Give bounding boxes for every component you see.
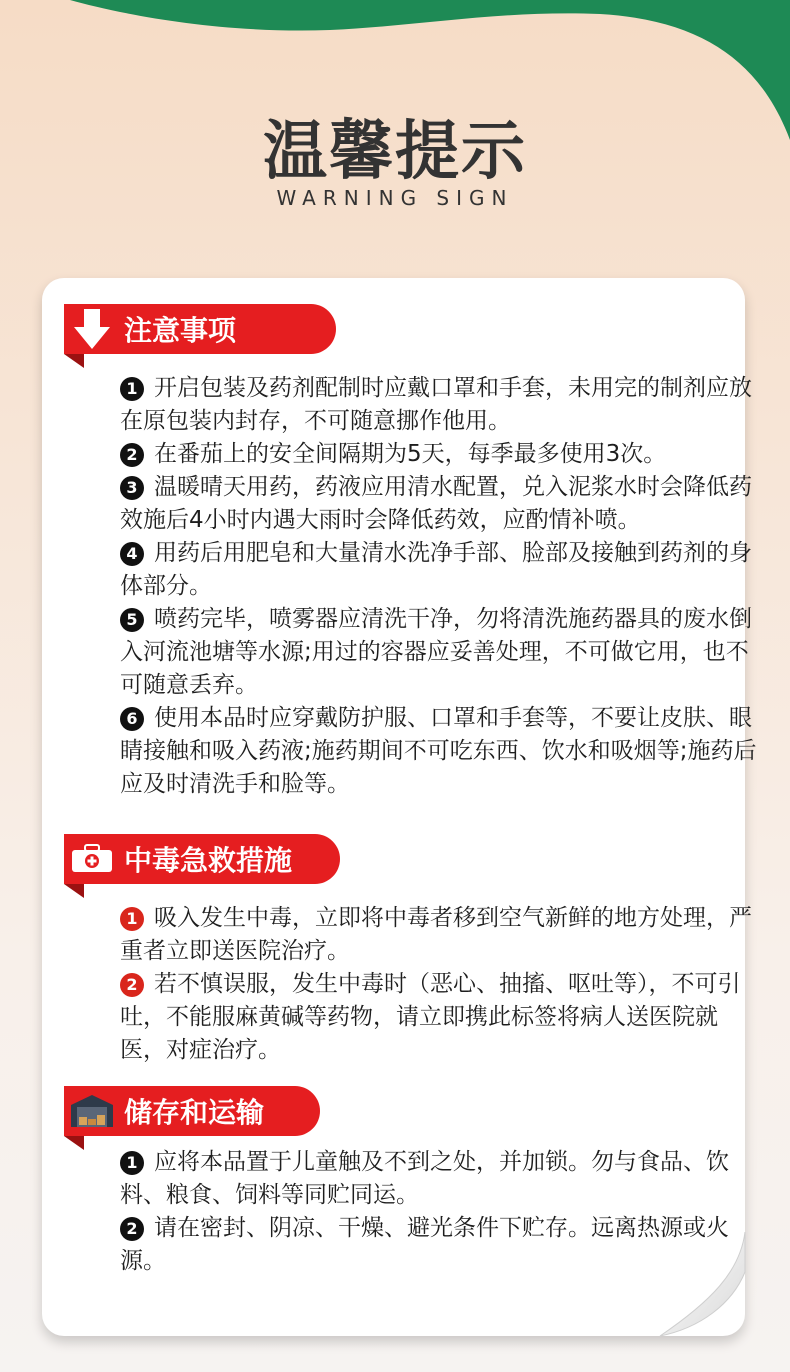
- item-text: 用药后用肥皂和大量清水洗净手部、脸部及接触到药剂的身体部分。: [120, 540, 752, 599]
- item-text: 请在密封、阴凉、干燥、避光条件下贮存。远离热源或火源。: [120, 1215, 729, 1274]
- item-text: 喷药完毕，喷雾器应清洗干净，勿将清洗施药器具的废水倒入河流池塘等水源;用过的容器应妥善处理，不可做它用，也不可随意丢弃。: [120, 606, 752, 698]
- section-list-first-aid: [120, 902, 760, 1067]
- item-number: 2: [120, 973, 144, 997]
- list-item: [120, 968, 760, 1067]
- page-curl: [600, 1232, 750, 1342]
- list-item: [120, 438, 760, 471]
- header-fold: [64, 884, 84, 898]
- item-number: 1: [120, 1151, 144, 1175]
- warehouse-icon: [64, 1086, 120, 1136]
- item-text: 使用本品时应穿戴防护服、口罩和手套等，不要让皮肤、眼睛接触和吸入药液;施药期间不可吃东西、饮水和吸烟等;施药后应及时清洗手和脸等。: [120, 705, 757, 797]
- page-title: 温馨提示: [263, 115, 527, 189]
- item-number: 6: [120, 707, 144, 731]
- section-header-precautions: [64, 304, 336, 354]
- section-header-storage: [64, 1086, 320, 1136]
- item-number: 4: [120, 542, 144, 566]
- section-title: 注意事项: [124, 314, 237, 347]
- header-fold: [64, 354, 84, 368]
- item-number: 2: [120, 443, 144, 467]
- list-item: [120, 1146, 760, 1212]
- item-number: 3: [120, 476, 144, 500]
- item-text: 在番茄上的安全间隔期为5天，每季最多使用3次。: [154, 441, 667, 467]
- info-card: [42, 278, 757, 1336]
- item-text: 温暖晴天用药，药液应用清水配置，兑入泥浆水时会降低药效施后4小时内遇大雨时会降低药效，应酌情补喷。: [120, 474, 752, 533]
- list-item: [120, 372, 760, 438]
- list-item: [120, 702, 760, 801]
- item-number: 1: [120, 377, 144, 401]
- first-aid-kit-icon: [64, 834, 120, 884]
- section-title: 中毒急救措施: [124, 844, 293, 877]
- page-subtitle: WARNING SIGN: [276, 186, 514, 210]
- down-arrow-icon: [64, 304, 120, 354]
- item-text: 吸入发生中毒，立即将中毒者移到空气新鲜的地方处理，严重者立即送医院治疗。: [120, 905, 752, 964]
- list-item: [120, 471, 760, 537]
- item-number: 2: [120, 1217, 144, 1241]
- item-number: 5: [120, 608, 144, 632]
- item-text: 开启包装及药剂配制时应戴口罩和手套，未用完的制剂应放在原包装内封存，不可随意挪作他用。: [120, 375, 752, 434]
- item-text: 应将本品置于儿童触及不到之处，并加锁。勿与食品、饮料、粮食、饲料等同贮同运。: [120, 1149, 729, 1208]
- section-header-first-aid: [64, 834, 340, 884]
- list-item: [120, 603, 760, 702]
- section-title: 储存和运输: [124, 1096, 265, 1129]
- list-item: [120, 537, 760, 603]
- list-item: [120, 902, 760, 968]
- header-fold: [64, 1136, 84, 1150]
- item-number: 1: [120, 907, 144, 931]
- item-text: 若不慎误服，发生中毒时（恶心、抽搐、呕吐等），不可引吐，不能服麻黄碱等药物，请立即携此标签将病人送医院就医，对症治疗。: [120, 971, 741, 1063]
- section-list-precautions: [120, 372, 760, 801]
